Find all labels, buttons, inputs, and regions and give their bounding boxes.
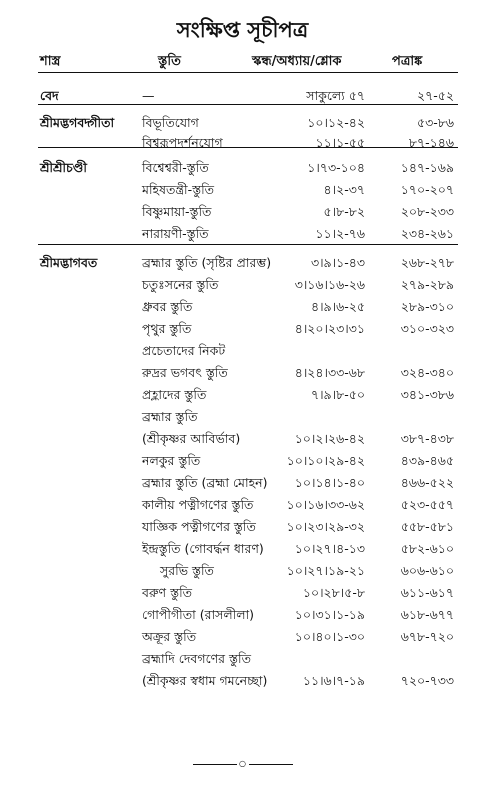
stuti-name: (শ্রীকৃষ্ণর স্বধাম গমনেচ্ছা) [142,673,268,688]
header-reference: স্কন্ধ/অধ্যায়/শ্লোক [252,54,342,69]
page-range: ৬১৮-৬৭৭ [400,607,454,622]
page-range: ২০৮-২৩৩ [400,204,454,219]
reference: ৪।২৪।৩৩-৬৮ [294,365,365,380]
reference: ১০।২৮।৫-৮ [302,585,365,600]
page-range: ৮৭-১৪৬ [408,135,454,150]
page-range: ৩২৪-৩৪০ [400,365,454,380]
page-range: ৫৩-৮৬ [417,115,454,130]
reference: ৩।১৬।১৬-২৬ [294,277,365,292]
page-title: সংক্ষিপ্ত সূচীপত্র [176,18,309,42]
stuti-name: বিশ্বরূপদর্শনযোগ [142,135,223,150]
stuti-name: (শ্রীকৃষ্ণর আবির্ভাব) [142,431,241,446]
footer-rule-left [193,764,237,765]
page-range: ২৩৪-২৬১ [400,226,454,241]
section-divider [38,244,458,245]
page-range: ৭২০-৭৩৩ [400,673,454,688]
page-range: ১৪৭-১৬৯ [400,160,454,175]
reference: ১০।২৩।২৯-৩২ [286,519,365,534]
stuti-name: যাজ্ঞিক পত্নীগণের স্তুতি [142,519,256,534]
reference: ১০।৩১।১-১৯ [294,607,365,622]
section-name: শ্রীমদ্ভগবদ্গীতা [40,115,115,130]
stuti-name: ব্রহ্মার স্তুতি (ব্রহ্মা মোহন) [142,475,268,490]
header-stuti: স্তুতি [158,54,181,69]
page-range: ৬৭৮-৭২০ [400,629,454,644]
stuti-name: বরুণ স্তুতি [142,585,193,600]
footer-mark: ○ [239,759,246,768]
page-range: ৬০৬-৬১০ [400,563,454,578]
footer-rule-right [249,764,293,765]
section-divider [38,104,458,105]
stuti-name: মহিষতন্ত্রী-স্তুতি [142,182,215,197]
reference: ৪।২০।২৩।৩১ [294,321,365,336]
stuti-name: কালীয় পত্নীগণের স্তুতি [142,497,254,512]
stuti-name: ধ্রুবর স্তুতি [142,299,193,314]
stuti-name: প্রচেতাদের নিকট [142,343,226,358]
stuti-name: — [142,88,155,103]
stuti-name: বিভূতিযোগ [142,115,199,130]
stuti-name: ব্রহ্মার স্তুতি (সৃষ্টির প্রারম্ভ) [142,255,272,270]
page-range: ২৭-৫২ [416,88,454,103]
header-pages: পত্রাঙ্ক [392,54,423,69]
stuti-name: পৃথুর স্তুতি [142,321,192,336]
page-range: ৫২৩-৫৫৭ [400,497,454,512]
section-divider [38,147,458,148]
stuti-name: চতুঃসনের স্তুতি [142,277,219,292]
stuti-name: ইন্দ্রস্তুতি (গোবর্দ্ধন ধারণ) [142,541,264,556]
stuti-name: গোপীগীতা (রাসলীলা) [142,607,255,622]
page-range: ৩৮৭-৪৩৮ [400,431,454,446]
header-shastra: শাস্ত্র [40,54,61,69]
page-range: ৪৬৬-৫২২ [400,475,454,490]
reference: ১।৭৩-১০৪ [307,160,365,175]
stuti-name: নলকুর স্তুতি [142,453,201,468]
reference: ১১।২-৭৬ [315,226,365,241]
reference: ৩।৯।১-৪৩ [310,255,365,270]
stuti-name: প্রহ্লাদের স্তুতি [142,387,207,402]
stuti-name: বিশ্বেশ্বরী-স্তুতি [142,160,209,175]
reference: ১০।১০।২৯-৪২ [286,453,365,468]
reference: ১০।২।২৬-৪২ [294,431,365,446]
page-range: ৩৪১-৩৮৬ [400,387,454,402]
section-name: শ্রীশ্রীচণ্ডী [40,160,87,175]
page-range: ২৮৯-৩১০ [400,299,454,314]
stuti-name: রুদ্রর ভগবৎ স্তুতি [142,365,228,380]
reference: ১০।২৭।১৯-২১ [286,563,365,578]
stuti-name: অক্রূর স্তুতি [142,629,197,644]
section-name: বেদ [40,88,59,103]
reference: ১১।১-৫৫ [315,135,365,150]
reference: ১০।২৭।৪-১৩ [294,541,365,556]
stuti-name: ব্রহ্মার স্তুতি [142,409,198,424]
reference: ৪।২-৩৭ [323,182,365,197]
stuti-name: সুরভি স্তুতি [160,563,214,578]
stuti-name: ব্রহ্মাদি দেবগণের স্তুতি [142,651,251,666]
reference: সাকুল্যে ৫৭ [306,88,365,103]
reference: ১০।১২-৪২ [307,115,365,130]
reference: ৫।৮-৮২ [323,204,365,219]
page-range: ২৭৯-২৮৯ [400,277,454,292]
stuti-name: বিষ্ণুমায়া-স্তুতি [142,204,212,219]
reference: ১১।৬।৭-১৯ [302,673,365,688]
page-range: ১৭০-২০৭ [400,182,454,197]
page-range: ৫৮২-৬১০ [400,541,454,556]
section-name: শ্রীমদ্ভাগবত [40,255,98,270]
reference: ৪।৯।৬-২৫ [310,299,365,314]
header-rule [38,72,458,73]
page-range: ৫৫৮-৫৮১ [400,519,454,534]
page-range: ৬১১-৬১৭ [400,585,454,600]
page-range: ৪৩৯-৪৬৫ [400,453,454,468]
page-range: ২৬৮-২৭৮ [400,255,454,270]
reference: ১০।৪০।১-৩০ [294,629,365,644]
stuti-name: নারায়ণী-স্তুতি [142,226,209,241]
reference: ১০।১৬।৩৩-৬২ [286,497,365,512]
reference: ৭।৯।৮-৫০ [310,387,365,402]
reference: ১০।১৪।১-৪০ [294,475,365,490]
page-range: ৩১০-৩২৩ [400,321,454,336]
